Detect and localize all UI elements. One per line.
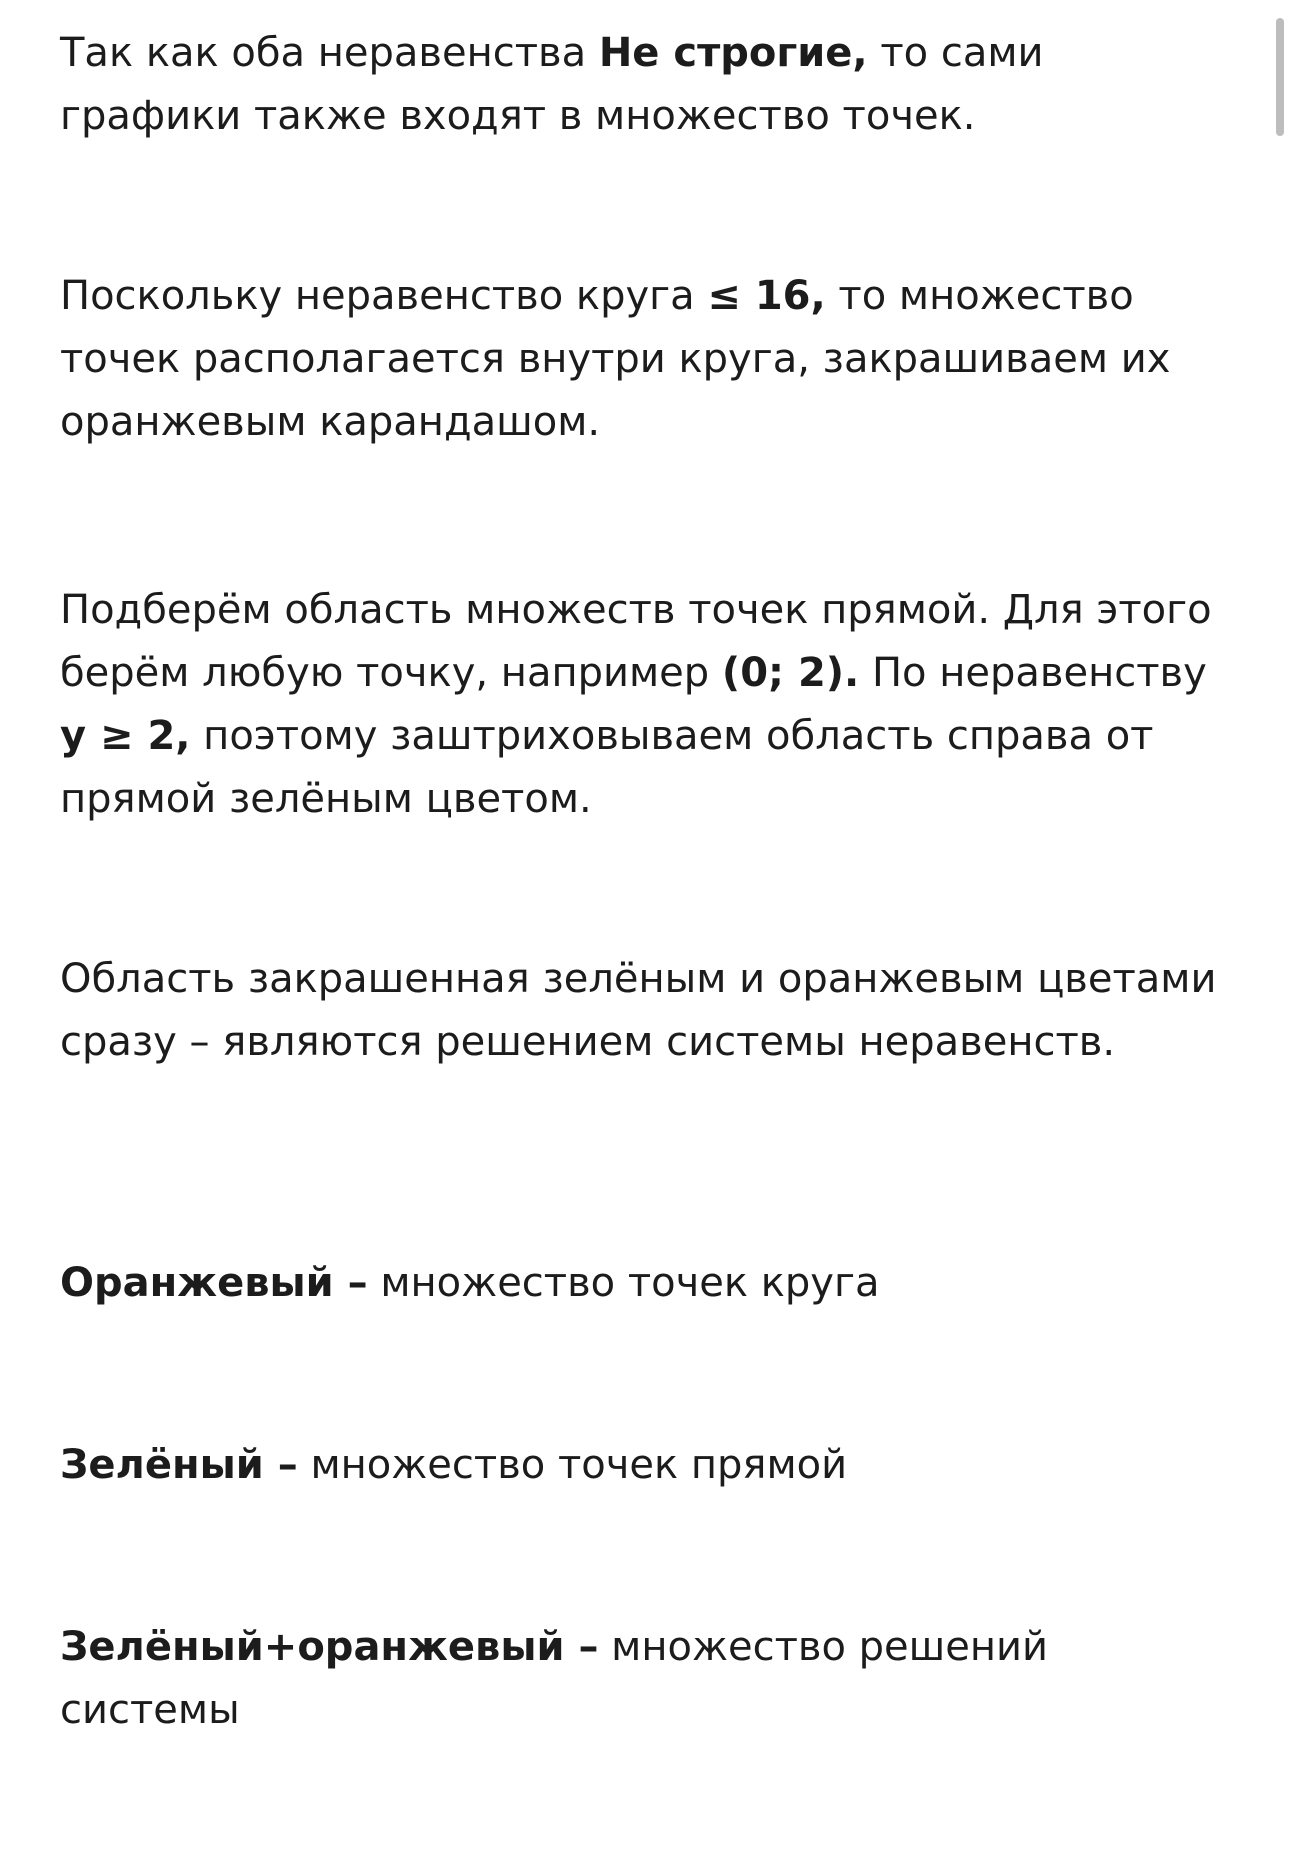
bold-text: Зелёный+оранжевый – — [60, 1624, 599, 1670]
text: Так как оба неравенства — [60, 30, 599, 76]
scrollbar[interactable] — [1276, 18, 1284, 136]
text: Область закрашенная зелёным и оранжевым цветами сразу – являются решением системы неравенств. — [60, 956, 1217, 1065]
bold-text: Зелёный – — [60, 1442, 298, 1488]
bold-text: Не строгие, — [598, 30, 868, 76]
paragraph-line-region — [60, 579, 1230, 831]
paragraph-graphs-included — [60, 22, 1230, 148]
legend-green — [60, 1434, 1230, 1497]
text: то сами графики также входят в множество точек. — [60, 30, 1044, 139]
text: Подберём область множеств точек прямой. Для этого берём любую точку, например — [60, 587, 1212, 696]
paragraph-solution-region — [60, 948, 1230, 1074]
text: множество точек круга — [367, 1260, 880, 1306]
legend-green-orange — [60, 1616, 1230, 1742]
bold-text: Оранжевый – — [60, 1260, 368, 1306]
paragraph-circle-inequality — [60, 265, 1230, 454]
text: множество точек прямой — [297, 1442, 848, 1488]
bold-text: y ≥ 2, — [60, 713, 191, 759]
text: По неравенству — [859, 650, 1207, 696]
bold-text: (0; 2). — [721, 650, 860, 696]
bold-text: ≤ 16, — [707, 273, 826, 319]
text: Поскольку неравенство круга — [60, 273, 708, 319]
text: поэтому заштриховываем область справа от прямой зелёным цветом. — [60, 713, 1154, 822]
text: то множество точек располагается внутри круга, закрашиваем их оранжевым карандашом. — [60, 273, 1171, 445]
text: множество решений системы — [60, 1624, 1049, 1733]
legend-orange — [60, 1252, 1230, 1315]
